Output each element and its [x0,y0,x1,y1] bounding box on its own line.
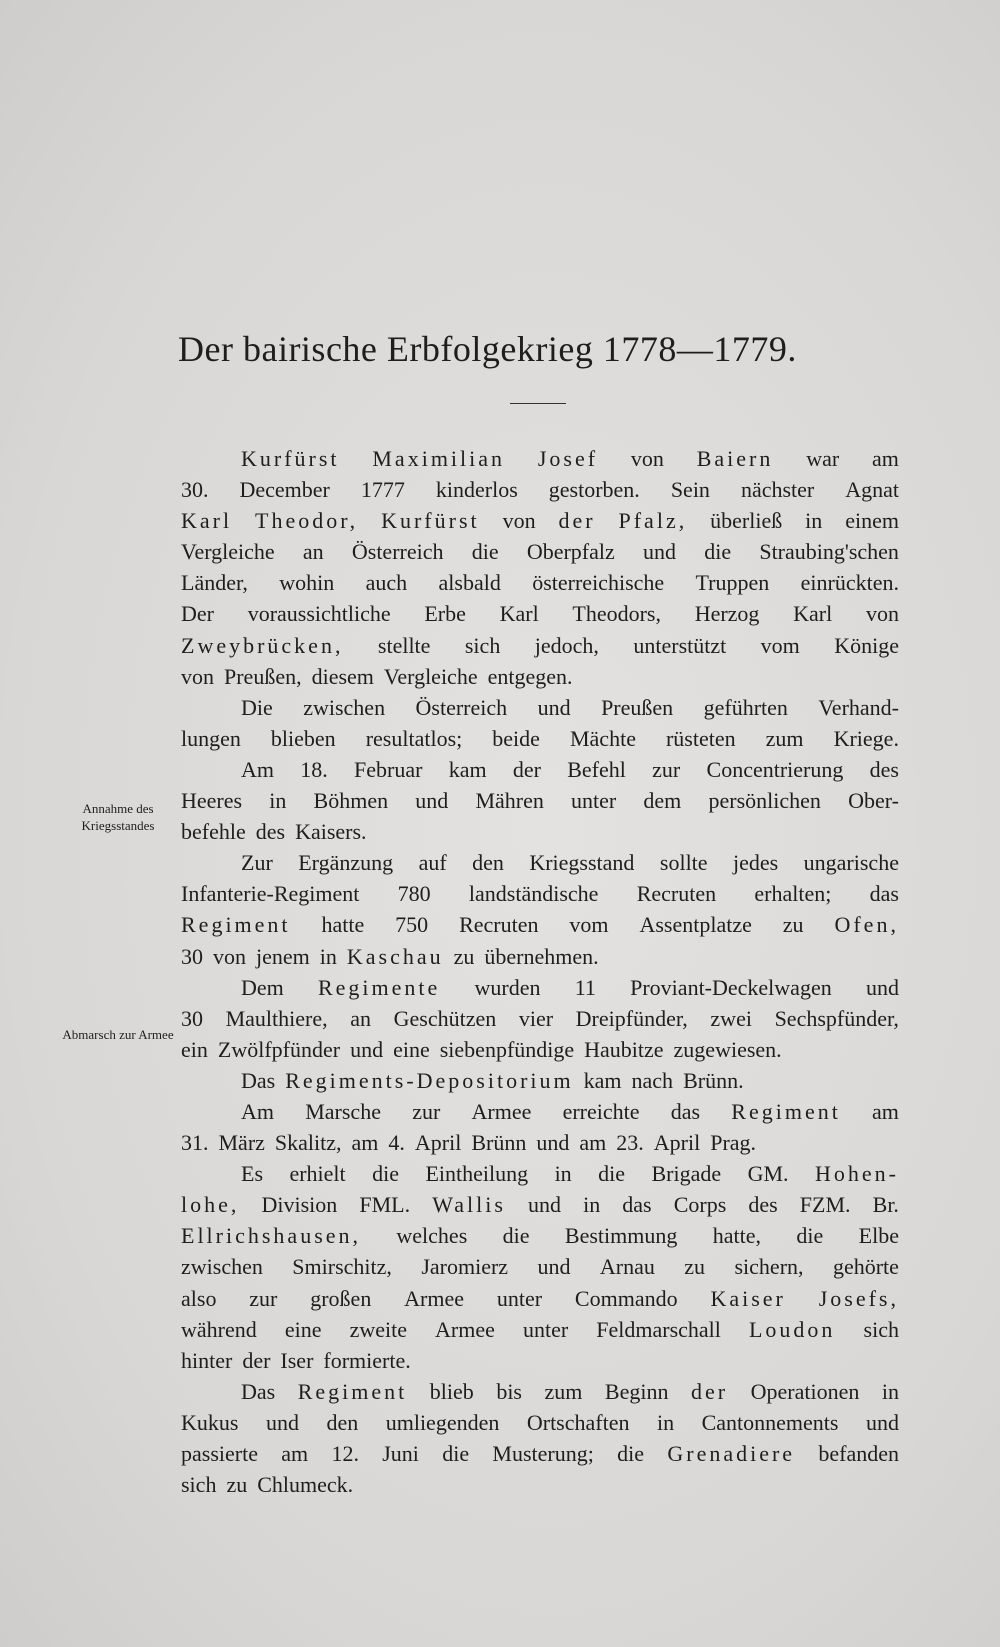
word: erhielt [289,1161,346,1187]
word: Straubing'schen [759,539,899,565]
word: Befehl [567,756,626,782]
text-line [181,941,899,972]
text-line [181,1065,899,1096]
word: Beginn [604,1378,669,1404]
text-line [181,1034,899,1065]
word: hinter [181,1347,233,1373]
chapter-title: Der bairische Erbfolgekrieg 1778—1779. [178,329,797,369]
word: unterstützt [633,632,727,658]
word: 11 [574,974,596,1000]
word: ein [181,1036,208,1062]
word: lohe, [181,1192,240,1218]
word: sich [181,1472,217,1498]
word: Preußen, [224,663,302,689]
text-line [181,1314,899,1345]
word: Kaisers. [295,819,367,845]
word: wurden [474,974,541,1000]
word: Ellrichshausen, [181,1223,362,1249]
word: Grenadiere [667,1441,796,1466]
text-line [181,1096,899,1127]
text-line [181,1345,899,1376]
word: umliegenden [385,1409,500,1435]
word: Mächte [569,725,636,751]
word: unter [522,1316,569,1342]
word: Juni [382,1441,419,1466]
text-line [181,1469,899,1500]
word: Elbe [858,1223,899,1249]
word: Infanterie-Regiment [181,881,360,907]
word: April [653,1130,701,1156]
word: Regiment [297,1378,408,1404]
margin-note-abmarsch: Abmarsch zur Armee [62,1027,174,1042]
word: Operationen [750,1378,860,1404]
word: die [502,1223,530,1249]
word: befehle [181,819,246,845]
word: resultatlos; [365,725,463,751]
word: Cantonnements [701,1409,839,1435]
word: auch [365,570,408,596]
word: Es [241,1161,263,1187]
word: landständische [468,881,599,907]
word: in [554,1161,572,1187]
word: bis [496,1378,522,1404]
word: Österreich [351,539,444,565]
word: Böhmen [313,788,389,814]
word: Zweybrücken, [181,632,344,658]
text-line [181,816,899,847]
text-line [181,1251,899,1282]
word: zum [544,1378,583,1404]
text-line [181,754,899,785]
word: Herzog [694,601,760,627]
word: Dem [241,974,284,1000]
word: Baiern [696,446,774,471]
word: Der [181,601,214,627]
word: und [537,1254,571,1280]
text-line [181,474,899,505]
word: hatte, [712,1223,761,1249]
word: der [691,1378,729,1404]
word: FML. [359,1192,411,1218]
word: von [213,943,246,969]
word: Ortschaften [526,1409,630,1435]
word: vier [518,1005,554,1031]
word: einrückten. [800,570,899,596]
word: also [181,1285,217,1311]
word: blieb [429,1378,474,1404]
text-line [181,1003,899,1034]
word: December [239,477,330,503]
word: Theodors, [572,601,661,627]
word: zum [765,725,804,751]
word: zugewiesen. [673,1036,782,1062]
word: übernehmen. [484,943,599,969]
word: 750 [395,912,429,938]
word: zur [652,756,681,782]
word: Agnat [845,477,899,503]
word: sich [464,632,501,658]
word: blieben [270,725,336,751]
word: in [881,1378,899,1404]
word: Kurfürst [381,508,480,534]
word: auf [418,850,447,876]
word: die [372,1161,399,1187]
word: Kriegsstand [529,850,635,876]
word: Arnau [599,1254,655,1280]
word: Brünn. [683,1067,744,1093]
word: Smirschitz, [292,1254,392,1280]
word: erreichte [562,1098,640,1124]
word: das [670,1098,701,1124]
word: Brünn [471,1130,527,1156]
word: Kriege. [833,725,899,751]
word: hatte [321,912,365,938]
word: jenem [256,943,310,969]
word: Könige [834,632,899,658]
word: siebenpfündige [439,1036,575,1062]
text-line [181,1220,899,1251]
text-line [181,1438,899,1469]
word: Recruten [459,912,539,938]
word: Jaromierz [421,1254,509,1280]
word: Skalitz, [274,1130,342,1156]
word: Josefs, [818,1285,899,1311]
word: sollte [659,850,708,876]
word: am [281,1441,309,1466]
word: Vergleiche [181,539,275,565]
word: in [583,1192,601,1218]
word: Zwölfpfünder [217,1036,341,1062]
word: persönlichen [708,788,821,814]
text-line [181,847,899,878]
word: einem [845,508,899,534]
word: 30 [181,1005,203,1031]
word: Das [241,1067,276,1093]
text-line [181,909,899,940]
word: das [869,881,899,907]
word: Maulthiere, [225,1005,328,1031]
word: vom [760,632,800,658]
word: sich [863,1316,899,1342]
word: war [806,446,840,471]
word: Dreipfünder, [575,1005,688,1031]
word: Proviant-Deckelwagen [630,974,832,1000]
word: GM. [747,1161,789,1187]
word: Bestimmung [564,1223,678,1249]
word: während [181,1316,257,1342]
word: Armee [435,1316,495,1342]
word: eine [393,1036,430,1062]
word: Das [241,1378,276,1404]
word: Am [241,756,274,782]
text-line [181,598,899,629]
text-line [181,1283,899,1314]
word: von [630,446,664,471]
word: Pfalz, [618,508,688,534]
word: sichern, [734,1254,804,1280]
word: und [415,788,449,814]
word: Oberpfalz [526,539,615,565]
word: zur [249,1285,278,1311]
word: Eintheilung [425,1161,529,1187]
word: Die [241,694,273,720]
word: Josef [537,446,599,471]
word: Kaiser [710,1285,786,1311]
word: am [872,1098,899,1124]
word: und [865,974,899,1000]
word: nach [631,1067,674,1093]
word: zu [684,1254,706,1280]
word: an [350,1005,372,1031]
word: zu [226,1472,248,1498]
word: 30 [181,943,203,969]
word: die [471,539,499,565]
word: der [558,508,596,534]
word: 23. [616,1130,644,1156]
word: Regimente [317,974,441,1000]
word: am [351,1130,379,1156]
word: gehörte [832,1254,899,1280]
text-line [181,972,899,1003]
word: Sechspfünder, [774,1005,899,1031]
word: Prag. [710,1130,757,1156]
word: Corps [673,1192,727,1218]
word: Vergleiche [383,663,478,689]
text-line [181,723,899,754]
word: Assentplatze [639,912,752,938]
word: Theodor, [255,508,359,534]
word: die [442,1441,470,1466]
word: eine [284,1316,322,1342]
word: ungarische [803,850,899,876]
word: formierte. [323,1347,411,1373]
word: gestorben. [548,477,640,503]
word: die [617,1441,645,1466]
word: Regiments-Depositorium [285,1067,574,1093]
text-line [181,567,899,598]
word: befanden [818,1441,899,1466]
word: Februar [354,756,423,782]
word: die [598,1161,626,1187]
word: 18. [300,756,328,782]
word: 780 [397,881,431,907]
word: Erbe [424,601,466,627]
word: Mähren [475,788,544,814]
word: Länder, [181,570,248,596]
word: Geschützen [393,1005,497,1031]
word: der [242,1347,271,1373]
word: Truppen [695,570,770,596]
word: von [181,663,214,689]
word: des [255,819,286,845]
word: unter [571,788,617,814]
word: Loudon [748,1316,836,1342]
word: 4. [388,1130,405,1156]
word: jedoch, [534,632,599,658]
word: Sein [670,477,710,503]
word: März [218,1130,265,1156]
word: 12. [331,1441,359,1466]
word: der [512,756,541,782]
text-line [181,443,899,474]
word: und [527,1192,561,1218]
word: des [748,1192,778,1218]
word: kam [583,1067,622,1093]
word: zweite [349,1316,407,1342]
word: an [302,539,324,565]
word: am [872,446,899,471]
word: und [536,1130,570,1156]
word: und [643,539,676,565]
text-line [181,505,899,536]
word: geführten [703,694,788,720]
word: voraussichtliche [247,601,391,627]
word: in [805,508,823,534]
text-line [181,1376,899,1407]
word: passierte [181,1441,258,1466]
word: welches [396,1223,468,1249]
word: Heeres [181,788,243,814]
word: erhalten; [754,881,832,907]
word: Regiment [181,912,291,938]
text-line [181,878,899,909]
word: alsbald [438,570,501,596]
word: rüsteten [665,725,736,751]
word: von [865,601,899,627]
word: Feldmarschall [596,1316,721,1342]
word: den [472,850,504,876]
word: die [704,539,732,565]
word: Chlumeck. [257,1472,354,1498]
word: Brigade [651,1161,722,1187]
word: und [537,694,571,720]
word: jedes [733,850,779,876]
word: Kurfürst [241,446,340,471]
word: in [319,943,337,969]
word: beide [492,725,540,751]
word: entgegen. [487,663,573,689]
text-line [181,1127,899,1158]
word: Marsche [305,1098,381,1124]
word: Karl [181,508,233,534]
word: Karl [499,601,539,627]
word: FZM. [799,1192,851,1218]
word: österreichische [532,570,665,596]
word: Recruten [636,881,717,907]
word: des [869,756,899,782]
word: vom [569,912,609,938]
word: großen [310,1285,372,1311]
word: Kukus [181,1409,239,1435]
word: wohin [279,570,335,596]
word: Commando [574,1285,678,1311]
word: Ergänzung [298,850,394,876]
word: überließ [710,508,783,534]
word: stellte [377,632,431,658]
word: 1777 [360,477,405,503]
word: Hohen- [815,1161,899,1187]
word: Haubitze [584,1036,664,1062]
word: 30. [181,477,209,503]
word: zwei [710,1005,752,1031]
word: April [414,1130,462,1156]
word: Ofen, [834,912,899,938]
word: unter [496,1285,543,1311]
word: kinderlos [435,477,518,503]
margin-note-kriegsstand: Annahme des Kriegsstandes [81,801,155,833]
word: dem [643,788,682,814]
word: Concentrierung [706,756,844,782]
text-line [181,1407,899,1438]
word: und [865,1409,899,1435]
word: in [269,788,287,814]
word: Karl [793,601,833,627]
word: zwischen [181,1254,263,1280]
word: die [796,1223,824,1249]
word: Verhand- [818,694,899,720]
word: zwischen [303,694,386,720]
text-line [181,661,899,692]
word: zur [412,1098,441,1124]
word: und [265,1409,299,1435]
word: Österreich [415,694,508,720]
word: Musterung; [492,1441,594,1466]
word: Kaschau [346,943,444,969]
word: in [656,1409,675,1435]
text-line [181,630,899,661]
text-line [181,1189,899,1220]
word: das [622,1192,652,1218]
title-divider [510,403,566,404]
word: diesem [311,663,374,689]
word: Iser [280,1347,314,1373]
word: Regiment [731,1098,841,1124]
word: von [502,508,536,534]
word: nächster [740,477,815,503]
word: kam [448,756,487,782]
text-line [181,1158,899,1189]
word: Wallis [432,1192,506,1218]
word: und [350,1036,384,1062]
word: Division [261,1192,338,1218]
word: zu [782,912,804,938]
text-line [181,785,899,816]
word: Preußen [601,694,674,720]
body-text [181,443,899,1500]
word: lungen [181,725,241,751]
word: Ober- [848,788,899,814]
word: 31. [181,1130,209,1156]
word: am [579,1130,607,1156]
word: Armee [471,1098,532,1124]
word: Am [241,1098,274,1124]
text-line [181,536,899,567]
word: Armee [404,1285,465,1311]
word: den [326,1409,359,1435]
word: Zur [241,850,273,876]
word: Br. [872,1192,899,1218]
word: Maximilian [372,446,506,471]
word: zu [453,943,475,969]
text-line [181,692,899,723]
